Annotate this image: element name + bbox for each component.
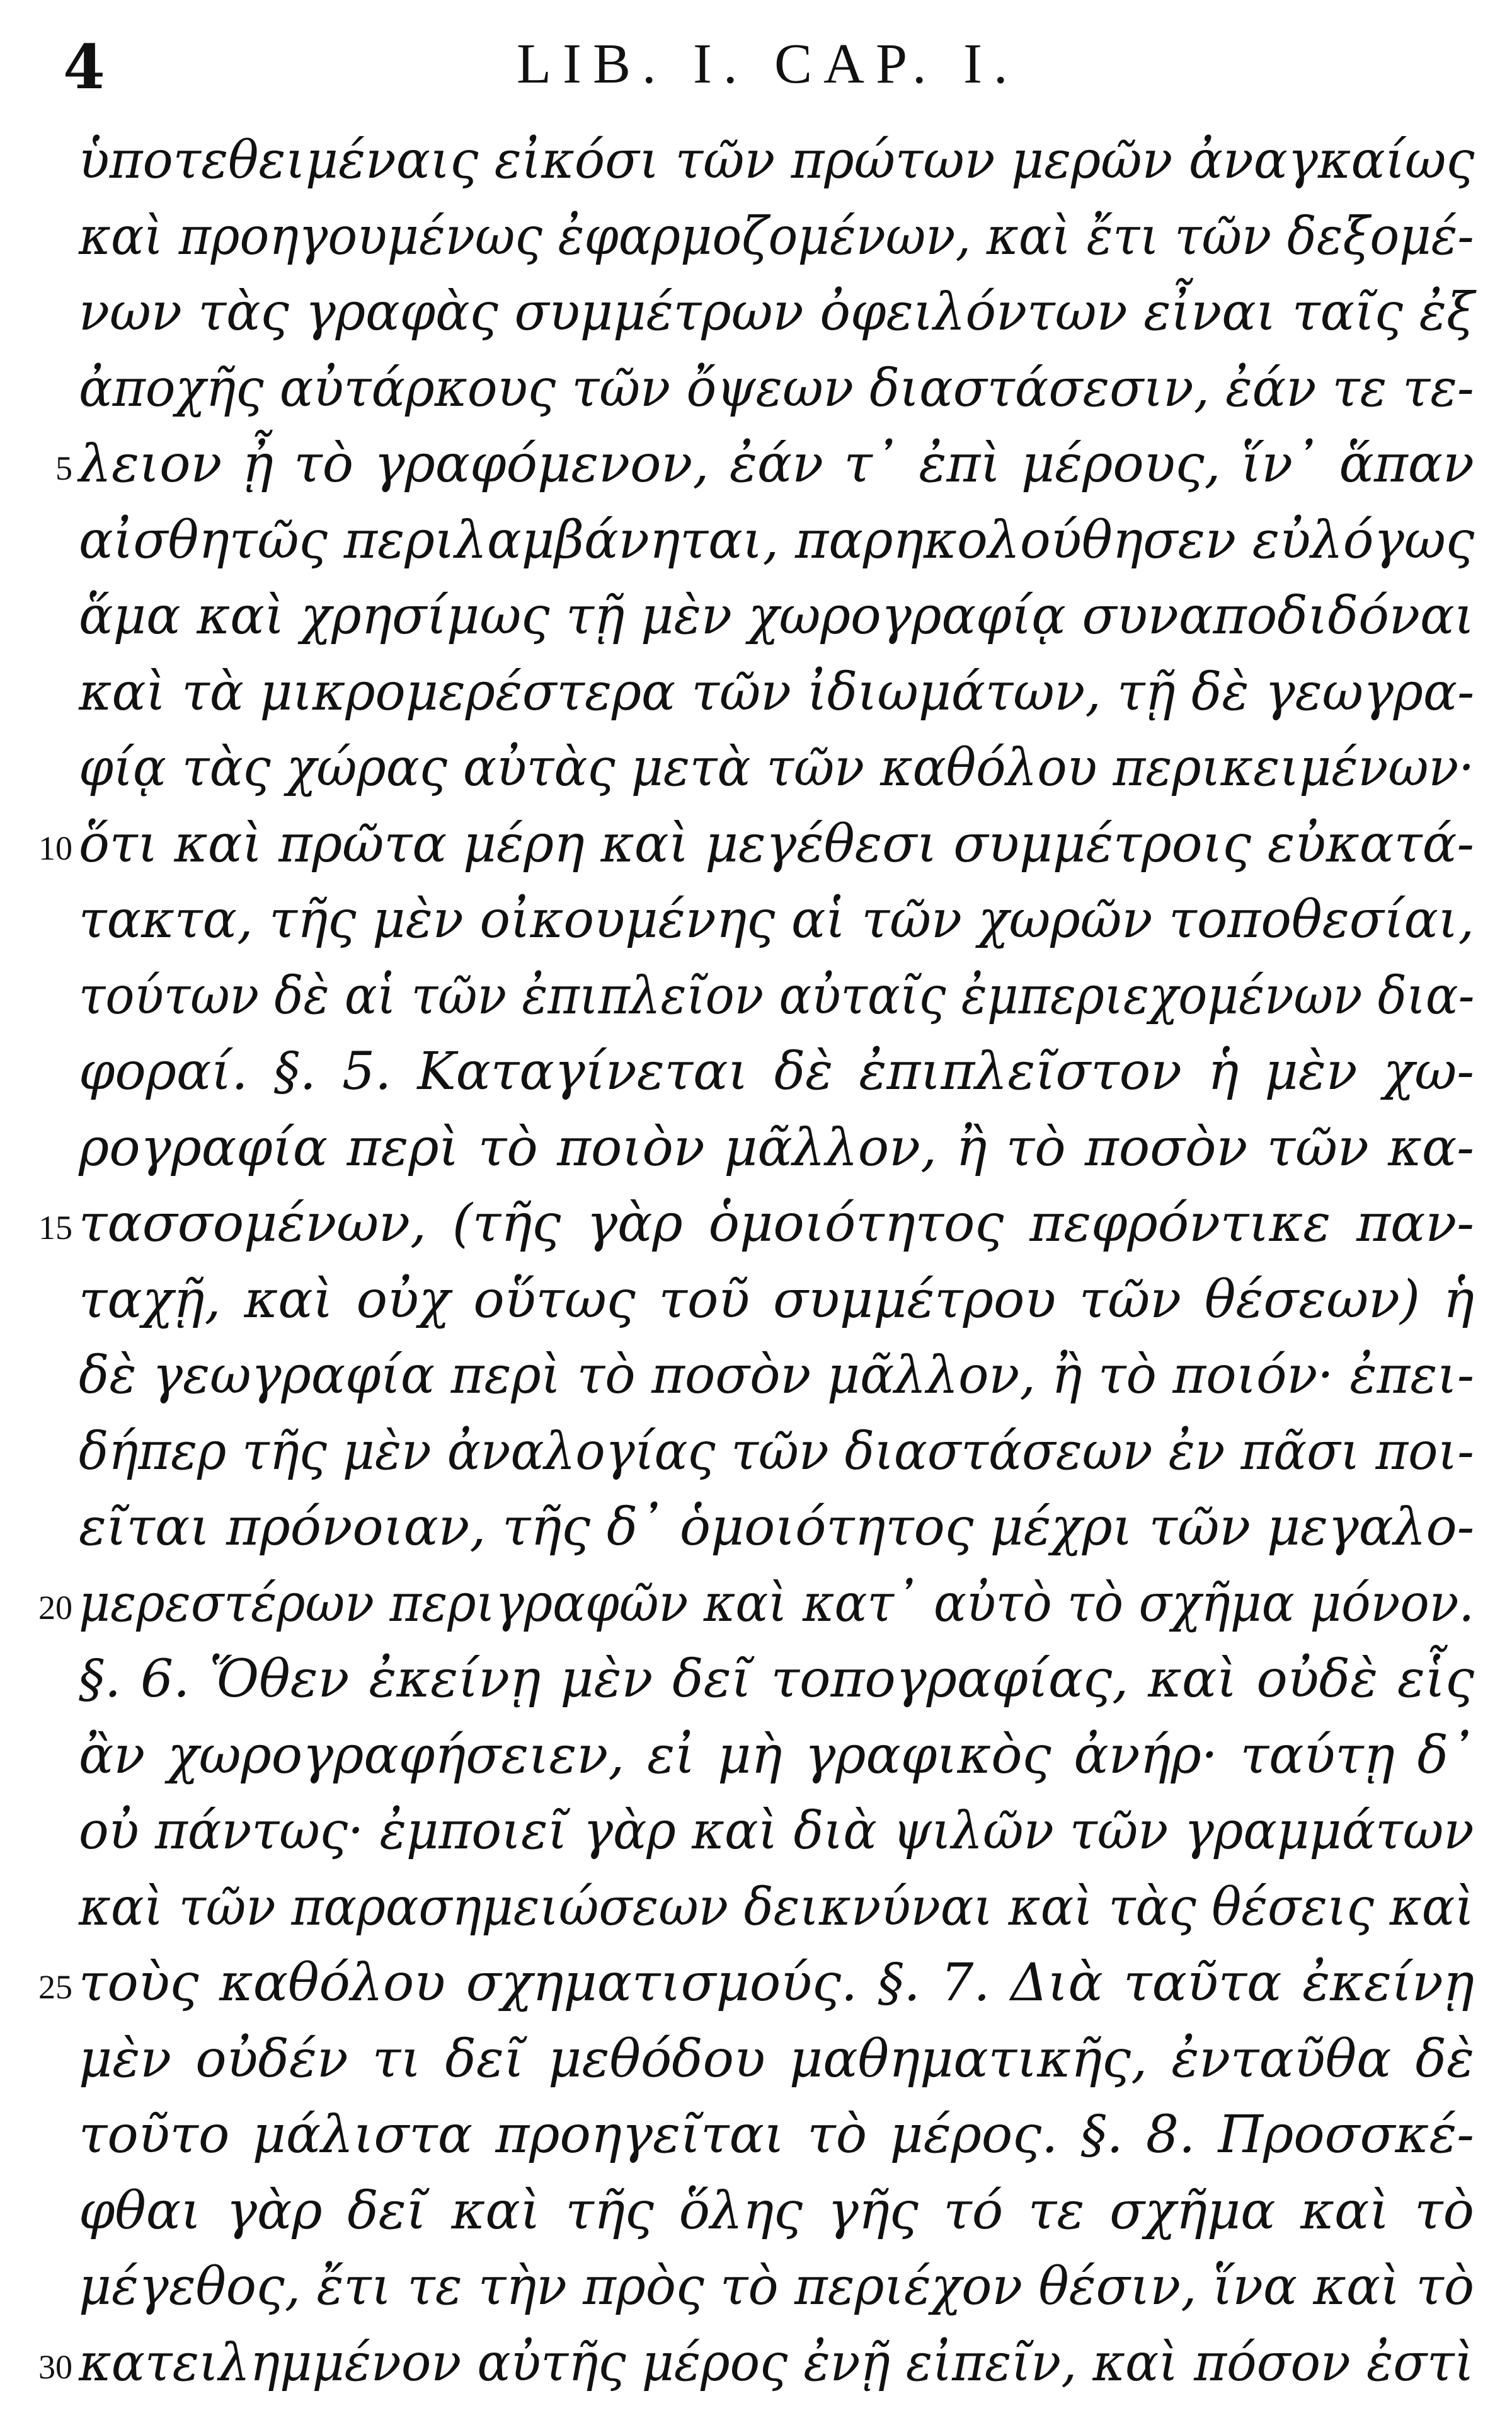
line-text: §. 6. Ὅθεν ἐκείνῃ μὲν δεῖ τοπογραφίας, καὶ οὐδὲ εἷς	[79, 1649, 1474, 1709]
line-number: 15	[38, 1209, 72, 1247]
line-text: τακτα, τῆς μὲν οἰκουμένης αἱ τῶν χωρῶν τοποθεσίαι,	[79, 890, 1475, 950]
text-line	[0, 202, 1512, 279]
line-number: 10	[38, 829, 72, 867]
line-text: εῖται πρόνοιαν, τῆς δ᾽ ὁμοιότητος μέχρι τῶν μεγαλο-	[79, 1497, 1475, 1557]
page-header	[0, 25, 1512, 113]
line-text: καὶ τὰ μικρομερέστερα τῶν ἰδιωμάτων, τῇ δὲ γεωγρα-	[79, 662, 1475, 722]
text-line	[0, 430, 1512, 506]
line-text: ὅτι καὶ πρῶτα μέρη καὶ μεγέθεσι συμμέτροις εὐκατά-	[79, 814, 1474, 874]
line-text: τούτων δὲ αἱ τῶν ἐπιπλεῖον αὐταῖς ἐμπεριεχομένων δια-	[79, 965, 1475, 1026]
line-text: φθαι γὰρ δεῖ καὶ τῆς ὅλης γῆς τό τε σχῆμα καὶ τὸ	[79, 2181, 1474, 2241]
line-number: 5	[55, 449, 72, 487]
text-line	[0, 885, 1512, 962]
text-line	[0, 1645, 1512, 1721]
text-line	[0, 734, 1512, 810]
text-line	[0, 1721, 1512, 1797]
text-line	[0, 2100, 1512, 2177]
text-line	[0, 1569, 1512, 1645]
text-line	[0, 354, 1512, 430]
text-line	[0, 1037, 1512, 1114]
line-text: ἅμα καὶ χρησίμως τῇ μὲν χωρογραφίᾳ συναποδιδόναι	[79, 586, 1475, 646]
line-text: ἀποχῆς αὐτάρκους τῶν ὄψεων διαστάσεσιν, ἐάν τε τε-	[79, 358, 1474, 418]
line-text: τοῦτο μάλιστα προηγεῖται τὸ μέρος. §. 8. Προσσκέ-	[79, 2105, 1474, 2165]
text-line	[0, 1341, 1512, 1417]
text-line	[0, 1873, 1512, 1949]
text-line	[0, 582, 1512, 658]
text-line	[0, 658, 1512, 734]
text-line	[0, 1189, 1512, 1265]
text-line	[0, 962, 1512, 1038]
text-line	[0, 1114, 1512, 1190]
text-line	[0, 2329, 1512, 2405]
page-number: 4	[63, 32, 105, 103]
line-text: τασσομένων, (τῆς γὰρ ὁμοιότητος πεφρόντικε παν-	[79, 1194, 1474, 1253]
running-head: LIB. I. CAP. I.	[517, 33, 1019, 95]
line-text: νων τὰς γραφὰς συμμέτρων ὀφειλόντων εἶναι ταῖς ἐξ	[79, 282, 1475, 342]
text-line	[0, 810, 1512, 886]
line-text: ταχῇ, καὶ οὐχ οὕτως τοῦ συμμέτρου τῶν θέσεων) ἡ	[79, 1269, 1474, 1330]
line-text: φίᾳ τὰς χώρας αὐτὰς μετὰ τῶν καθόλου περικειμένων·	[79, 738, 1475, 798]
line-text: τοὺς καθόλου σχηματισμούς. §. 7. Διὰ ταῦτα ἐκείνῃ	[79, 1953, 1474, 2013]
text-line	[0, 278, 1512, 354]
line-text: λειον ᾖ τὸ γραφόμενον, ἐάν τ᾽ ἐπὶ μέρους, ἵν᾽ ἅπαν	[79, 434, 1474, 494]
line-text: καὶ προηγουμένως ἐφαρμοζομένων, καὶ ἔτι τῶν δεξομέ-	[79, 206, 1474, 267]
line-text: μὲν οὐδέν τι δεῖ μεθόδου μαθηματικῆς, ἐνταῦθα δὲ	[79, 2029, 1474, 2089]
line-text: ρογραφία περὶ τὸ ποιὸν μᾶλλον, ἢ τὸ ποσὸν τῶν κα-	[79, 1117, 1474, 1178]
line-number: 20	[38, 1588, 72, 1627]
line-text: αἰσθητῶς περιλαμβάνηται, παρηκολούθησεν εὐλόγως	[79, 510, 1475, 570]
text-line	[0, 1493, 1512, 1569]
line-text: μερεστέρων περιγραφῶν καὶ κατ᾽ αὐτὸ τὸ σχῆμα μόνον.	[79, 1573, 1474, 1634]
text-line	[0, 1265, 1512, 1342]
line-text: κατειλημμένον αὐτῆς μέρος ἐνῇ εἰπεῖν, καὶ πόσον ἐστὶ	[79, 2332, 1474, 2393]
line-text: μέγεθος, ἔτι τε τὴν πρὸς τὸ περιέχον θέσιν, ἵνα καὶ τὸ	[79, 2257, 1475, 2317]
line-number: 25	[38, 1968, 72, 2006]
text-line	[0, 2025, 1512, 2101]
text-line	[0, 1797, 1512, 1873]
line-text: φοραί. §. 5. Καταγίνεται δὲ ἐπιπλεῖστον ἡ μὲν χω-	[79, 1042, 1474, 1102]
text-line	[0, 2252, 1512, 2329]
text-line	[0, 1417, 1512, 1494]
line-text: καὶ τῶν παρασημειώσεων δεικνύναι καὶ τὰς θέσεις καὶ	[79, 1877, 1474, 1937]
line-text: ἂν χωρογραφήσειεν, εἰ μὴ γραφικὸς ἀνήρ· ταύτῃ δ᾽	[79, 1725, 1474, 1785]
line-text: οὐ πάντως· ἐμποιεῖ γὰρ καὶ διὰ ψιλῶν τῶν γραμμάτων	[79, 1801, 1474, 1861]
text-line	[0, 126, 1512, 202]
text-line	[0, 1949, 1512, 2025]
line-text: δήπερ τῆς μὲν ἀναλογίας τῶν διαστάσεων ἐν πᾶσι ποι-	[79, 1421, 1474, 1482]
line-text: δὲ γεωγραφία περὶ τὸ ποσὸν μᾶλλον, ἢ τὸ ποιόν· ἐπει-	[79, 1345, 1475, 1405]
text-line	[0, 506, 1512, 582]
text-line	[0, 2177, 1512, 2253]
line-number: 30	[38, 2348, 72, 2386]
text-body	[0, 126, 1512, 2404]
line-text: ὑποτεθειμέναις εἰκόσι τῶν πρώτων μερῶν ἀναγκαίως	[79, 130, 1475, 190]
